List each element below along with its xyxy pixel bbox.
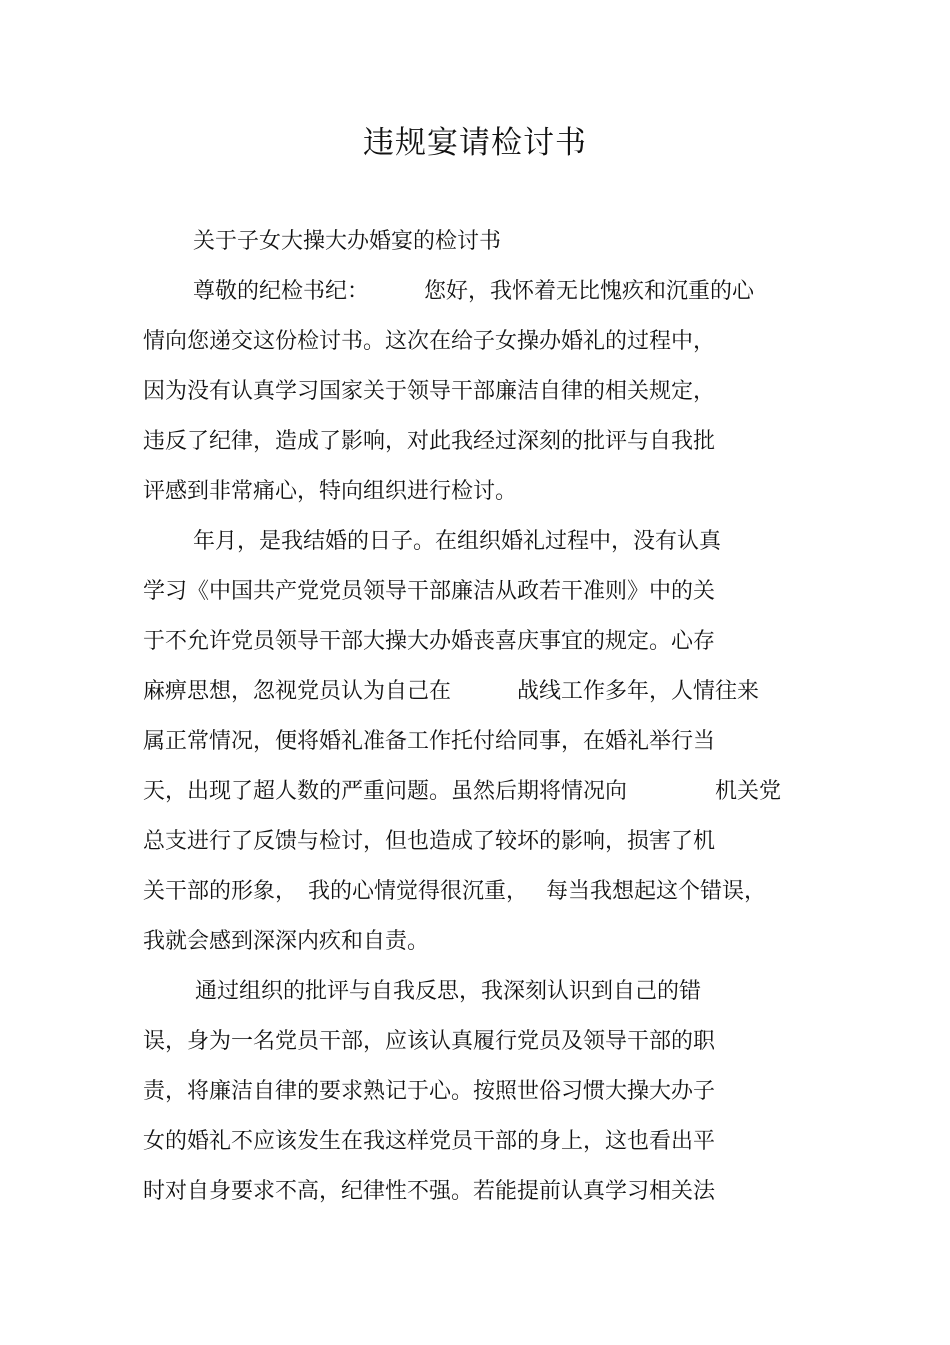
body-line: 误，身为一名党员干部，应该认真履行党员及领导干部的职: [143, 1029, 716, 1054]
body-line: 年月，是我结婚的日子。在组织婚礼过程中，没有认真: [193, 529, 722, 554]
body-line: 情向您递交这份检讨书。这次在给子女操办婚礼的过程中，: [143, 329, 716, 354]
body-line: 属正常情况，便将婚礼准备工作托付给同事，在婚礼举行当: [143, 729, 716, 754]
body-line: 评感到非常痛心，特向组织进行检讨。: [143, 479, 518, 504]
body-line: 时对自身要求不高，纪律性不强。若能提前认真学习相关法: [143, 1179, 716, 1204]
body-line: 通过组织的批评与自我反思，我深刻认识到自己的错: [195, 979, 702, 1004]
body-line: 女的婚礼不应该发生在我这样党员干部的身上，这也看出平: [143, 1129, 716, 1154]
subtitle-line: 关于子女大操大办婚宴的检讨书: [193, 229, 502, 254]
body-line: 麻痹思想，忽视党员认为自己在 战线工作多年，人情往来: [143, 679, 760, 704]
body-line: 总支进行了反馈与检讨，但也造成了较坏的影响，损害了机: [143, 829, 716, 854]
body-line: 关干部的形象， 我的心情觉得很沉重， 每当我想起这个错误，: [143, 879, 766, 904]
body-line: 于不允许党员领导干部大操大办婚丧喜庆事宜的规定。心存: [143, 629, 716, 654]
body-line: 责，将廉洁自律的要求熟记于心。按照世俗习惯大操大办子: [143, 1079, 716, 1104]
body-line: 因为没有认真学习国家关于领导干部廉洁自律的相关规定，: [143, 379, 716, 404]
salutation-line: 尊敬的纪检书纪： 您好，我怀着无比愧疚和沉重的心: [193, 279, 755, 304]
body-line: 学习《中国共产党党员领导干部廉洁从政若干准则》中的关: [143, 579, 716, 604]
body-line: 我就会感到深深内疚和自责。: [143, 929, 430, 954]
body-line: 天，出现了超人数的严重问题。虽然后期将情况向 机关党: [143, 779, 782, 804]
body-line: 违反了纪律，造成了影响，对此我经过深刻的批评与自我批: [143, 429, 716, 454]
document-title: 违规宴请检讨书: [363, 125, 587, 161]
